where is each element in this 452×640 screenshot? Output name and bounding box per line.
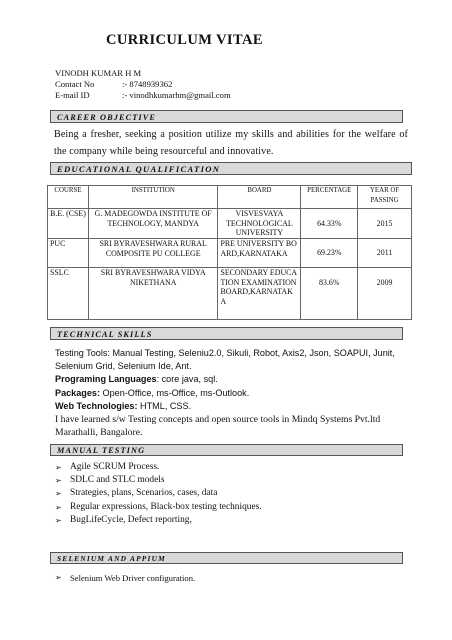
learning-text: I have learned s/w Testing concepts and open source tools in Mindq Systems Pvt.ltd Marathalli, Bangalore. <box>55 414 381 439</box>
phone-value: :- 8748939362 <box>122 79 173 89</box>
board-cell: PRE UNIVERSITY BOARD,KARNATAKA <box>218 239 301 268</box>
selenium-appium-heading: SELENIUM AND APPIUM <box>50 552 403 564</box>
course-cell: SSLC <box>48 268 89 320</box>
web-technologies-label: Web Technologies: <box>55 400 138 411</box>
manual-testing-list <box>55 461 262 527</box>
table-header-institution: INSTITUTION <box>88 186 218 209</box>
list-item: ➢ Regular expressions, Black-box testing techniques. <box>55 501 262 514</box>
packages-value: Open-Office, ms-Office, ms-Outlook. <box>100 387 250 398</box>
phone-row <box>55 79 231 90</box>
list-item: ➢ SDLC and STLC models <box>55 474 262 487</box>
table-row <box>48 239 412 268</box>
arrow-bullet-icon: ➢ <box>55 502 62 512</box>
arrow-bullet-icon: ➢ <box>55 463 62 472</box>
career-objective-text: Being a fresher, seeking a position utilize my skills and abilities for the welfare of the company while being resourceful and innovative. <box>54 129 408 157</box>
institution-cell: SRI BYRAVESHWARA RURAL COMPOSITE PU COLLEGE <box>88 239 218 268</box>
list-item: ➢ Strategies, plans, Scenarios, cases, data <box>55 487 262 500</box>
email-row <box>55 90 231 101</box>
board-cell: VISVESVAYA TECHNOLOGICAL UNIVERSITY <box>218 209 301 239</box>
web-technologies-line <box>55 400 415 413</box>
list-item: ➢ BugLifeCycle, Defect reporting, <box>55 514 262 527</box>
education-heading: EDUCATIONAL QUALIFICATION <box>50 162 412 175</box>
technical-skills-heading: TECHNICAL SKILLS <box>50 327 403 340</box>
course-cell: PUC <box>48 239 89 268</box>
table-header-percentage: PERCENTAGE <box>301 186 358 209</box>
percentage-cell: 69.23% <box>301 239 358 268</box>
email-label: E-mail ID <box>55 90 90 100</box>
selenium-list <box>55 572 195 584</box>
table-header-course: COURSE <box>48 186 89 209</box>
course-cell: B.E. (CSE) <box>48 209 89 239</box>
table-header-row <box>48 186 412 209</box>
education-table <box>47 185 412 320</box>
percentage-cell: 83.6% <box>301 268 358 320</box>
year-cell: 2015 <box>358 209 412 239</box>
arrow-bullet-icon: ➢ <box>55 489 62 499</box>
arrow-bullet-icon: ➢ <box>55 515 62 525</box>
phone-label: Contact No <box>55 79 95 89</box>
languages-line <box>55 373 415 386</box>
year-cell: 2009 <box>358 268 412 320</box>
email-value: :- vinodhkumarhm@gmail.com <box>122 90 231 100</box>
institution-cell: SRI BYRAVESHWARA VIDYA NIKETHANA <box>88 268 218 320</box>
testing-tools-value: Manual Testing, Seleniu2.0, Sikuli, Robot, Axis2, Json, SOAPUI, Junit, Selenium Grid, Selenium Ide, Ant. <box>55 348 395 372</box>
table-row <box>48 209 412 239</box>
percentage-cell: 64.33% <box>301 209 358 239</box>
testing-tools-label: Testing Tools: <box>55 348 110 358</box>
year-cell: 2011 <box>358 239 412 268</box>
packages-line <box>55 387 415 400</box>
languages-label: Programing Languages <box>55 374 157 385</box>
technical-skills-block <box>55 347 415 439</box>
web-technologies-value: HTML, CSS. <box>137 400 192 411</box>
page-title: CURRICULUM VITAE <box>106 32 263 48</box>
contact-block <box>55 68 231 101</box>
board-cell: SECONDARY EDUCATION EXAMINATION BOARD,KARNATAKA <box>218 268 301 320</box>
testing-tools-line <box>55 347 415 373</box>
table-row <box>48 268 412 320</box>
manual-testing-heading: MANUAL TESTING <box>50 444 403 456</box>
languages-value: : core java, sql. <box>156 374 218 385</box>
arrow-bullet-icon: ➢ <box>55 476 62 486</box>
institution-cell: G. MADEGOWDA INSTITUTE OF TECHNOLOGY, MANDYA <box>88 209 218 239</box>
arrow-bullet-icon: ➢ <box>55 573 62 582</box>
table-header-board: BOARD <box>218 186 301 209</box>
packages-label: Packages: <box>55 387 100 398</box>
candidate-name: VINODH KUMAR H M <box>55 68 142 78</box>
career-objective-heading: CAREER OBJECTIVE <box>50 110 403 123</box>
list-item: ➢ Agile SCRUM Process. <box>55 461 262 474</box>
table-header-year: YEAR OF PASSING <box>358 186 412 209</box>
list-item: ➢ Selenium Web Driver configuration. <box>55 573 196 583</box>
